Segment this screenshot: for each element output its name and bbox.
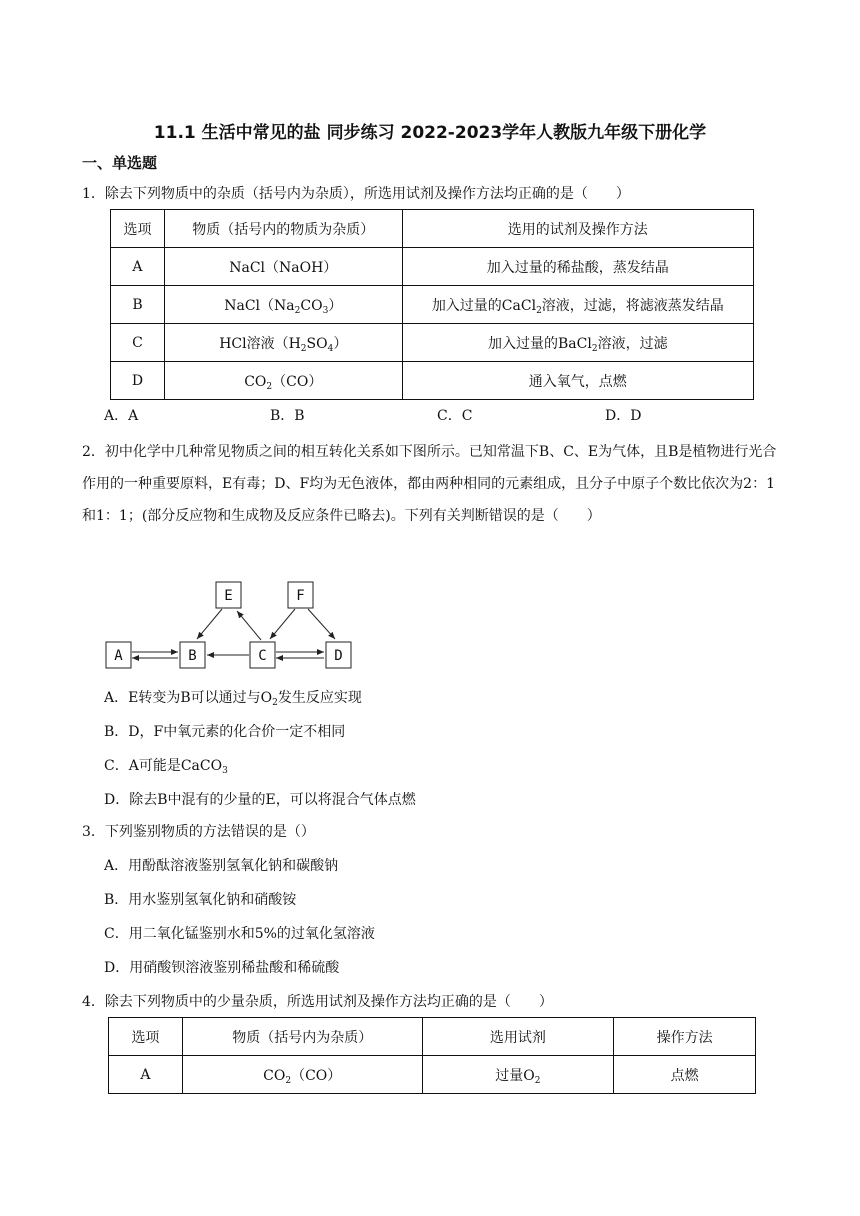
node-label-c: C: [258, 648, 267, 664]
table-row: [111, 362, 754, 400]
header-cell: 选项: [111, 210, 165, 248]
option-a[interactable]: A．E转变为B可以通过与$O_2$发生反应实现: [104, 690, 362, 708]
table-cell: 过量$O_2$: [422, 1056, 614, 1094]
option-a[interactable]: A．A: [104, 408, 139, 424]
table-row: [111, 286, 754, 324]
header-cell: 选用的试剂及操作方法: [402, 210, 753, 248]
question-4-table: [108, 1017, 756, 1094]
arrow-f-to-d: [308, 609, 335, 639]
section-heading: 一、单选题: [82, 154, 158, 172]
question-1-table: [110, 209, 754, 400]
option-a[interactable]: A．用酚酞溶液鉴别氢氧化钠和碳酸钠: [104, 858, 339, 874]
node-label-f: F: [296, 588, 305, 604]
table-cell: HCl溶液$(H_2SO_4)$: [164, 324, 402, 362]
table-header-row: [109, 1018, 756, 1056]
option-c[interactable]: C．A可能是CaCO$_3$: [104, 758, 228, 776]
table-cell: NaCl（NaOH）: [164, 248, 402, 286]
table-row: [111, 248, 754, 286]
table-cell: 加入过量的CaCl$_2$溶液，过滤，将滤液蒸发结晶: [402, 286, 753, 324]
header-cell: 物质（括号内的物质为杂质）: [164, 210, 402, 248]
option-d[interactable]: D．用硝酸钡溶液鉴别稀盐酸和稀硫酸: [104, 960, 340, 976]
header-cell: 选项: [109, 1018, 183, 1056]
arrow-e-to-b: [197, 609, 222, 639]
header-cell: 选用试剂: [422, 1018, 614, 1056]
header-cell: 物质（括号内为杂质）: [182, 1018, 422, 1056]
question-2-stem: 2．初中化学中几种常见物质之间的相互转化关系如下图所示。已知常温下B、C、E为气体，且B是植物进行光合作用的一种重要原料，E有毒；D、F均为无色液体，都由两种相同的元素组成，且分子中原子个数比依次为2：1和1：1；(部分反应物和生成物及反应条件已略去)。下列有关判断错误的是（ ）: [82, 444, 777, 524]
question-3-stem: 3．下列鉴别物质的方法错误的是（）: [82, 824, 315, 840]
option-b[interactable]: B．用水鉴别氢氧化钠和硝酸铵: [104, 892, 297, 908]
table-header-row: [111, 210, 754, 248]
option-c[interactable]: C．C: [437, 408, 473, 424]
table-cell: A: [111, 248, 165, 286]
option-d[interactable]: D．D: [605, 408, 642, 424]
table-cell: B: [111, 286, 165, 324]
table-cell: 加入过量的BaCl$_2$溶液，过滤: [402, 324, 753, 362]
table-cell: $NaCl(Na_2CO_3)$: [164, 286, 402, 324]
table-cell: D: [111, 362, 165, 400]
node-label-e: E: [224, 588, 233, 604]
option-b[interactable]: B．B: [270, 408, 305, 424]
question-1-stem: 1．除去下列物质中的杂质（括号内为杂质），所选用试剂及操作方法均正确的是（ ）: [82, 186, 630, 202]
conversion-diagram: [104, 580, 364, 672]
question-4-stem: 4．除去下列物质中的少量杂质，所选用试剂及操作方法均正确的是（ ）: [82, 994, 553, 1010]
arrow-c-to-e: [237, 611, 261, 640]
table-cell: C: [111, 324, 165, 362]
table-row: [109, 1056, 756, 1094]
table-cell: $CO_2(CO)$: [182, 1056, 422, 1094]
document-title: 11.1 生活中常见的盐 同步练习 2022-2023学年人教版九年级下册化学: [153, 123, 707, 143]
option-d[interactable]: D．除去B中混有的少量的E，可以将混合气体点燃: [104, 792, 416, 808]
option-c[interactable]: C．用二氧化锰鉴别水和5%的过氧化氢溶液: [104, 926, 375, 942]
header-cell: 操作方法: [614, 1018, 756, 1056]
node-label-a: A: [114, 648, 123, 664]
table-cell: 加入过量的稀盐酸，蒸发结晶: [402, 248, 753, 286]
table-cell: A: [109, 1056, 183, 1094]
table-cell: 通入氧气，点燃: [402, 362, 753, 400]
table-row: [111, 324, 754, 362]
table-cell: $CO_2(CO)$: [164, 362, 402, 400]
table-cell: 点燃: [614, 1056, 756, 1094]
arrow-f-to-c: [270, 609, 295, 639]
node-label-d: D: [334, 648, 343, 664]
node-label-b: B: [188, 648, 197, 664]
option-b[interactable]: B．D，F中氧元素的化合价一定不相同: [104, 724, 346, 740]
